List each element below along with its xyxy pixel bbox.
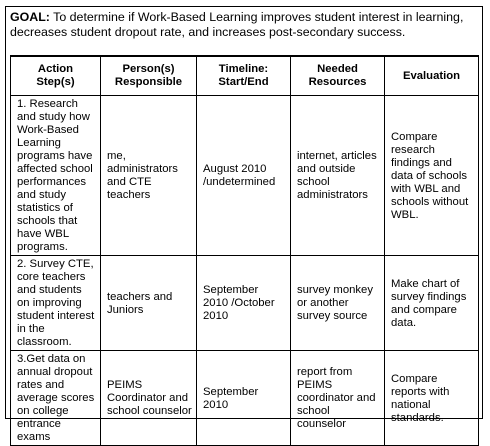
header-evaluation: Evaluation: [385, 56, 479, 96]
row3-timeline: September 2010: [197, 351, 291, 446]
table-row: [11, 351, 479, 446]
table-row: [11, 256, 479, 351]
row3-responsible: PEIMS Coordinator and school counselor: [101, 351, 197, 446]
goal-text: To determine if Work-Based Learning improves student interest in learning, decreases student dropout rate, and increases post-secondary success.: [10, 10, 464, 39]
document-frame: [5, 6, 483, 443]
row3-resources: report from PEIMS coordinator and school counselor: [291, 351, 385, 446]
row3-action-step: 3.Get data on annual dropout rates and average scores on college entrance exams: [11, 351, 101, 446]
header-needed-resources: Needed Resources: [291, 56, 385, 96]
row2-evaluation: Make chart of survey findings and compare data.: [385, 256, 479, 351]
row2-action-step: 2. Survey CTE, core teachers and students on improving student interest in the classroom.: [11, 256, 101, 351]
header-action-steps: Action Step(s): [11, 56, 101, 96]
goal-statement: [10, 10, 478, 40]
row2-responsible: teachers and Juniors: [101, 256, 197, 351]
row2-timeline: September 2010 /October 2010: [197, 256, 291, 351]
action-plan-table: [10, 55, 479, 446]
row1-resources: internet, articles and outside school administrators: [291, 96, 385, 256]
row1-action-step: 1. Research and study how Work-Based Learning programs have affected school performances and study statistics of schools that have WBL programs.: [11, 96, 101, 256]
row1-timeline: August 2010 /undetermined: [197, 96, 291, 256]
row1-evaluation: Compare research findings and data of schools with WBL and schools without WBL.: [385, 96, 479, 256]
table-header-row: [11, 56, 479, 96]
row2-resources: survey monkey or another survey source: [291, 256, 385, 351]
row3-evaluation: Compare reports with national standards.: [385, 351, 479, 446]
goal-label: GOAL:: [10, 10, 50, 24]
row1-responsible: me, administrators and CTE teachers: [101, 96, 197, 256]
header-persons-responsible: Person(s) Responsible: [101, 56, 197, 96]
table-row: [11, 96, 479, 256]
header-timeline: Timeline: Start/End: [197, 56, 291, 96]
